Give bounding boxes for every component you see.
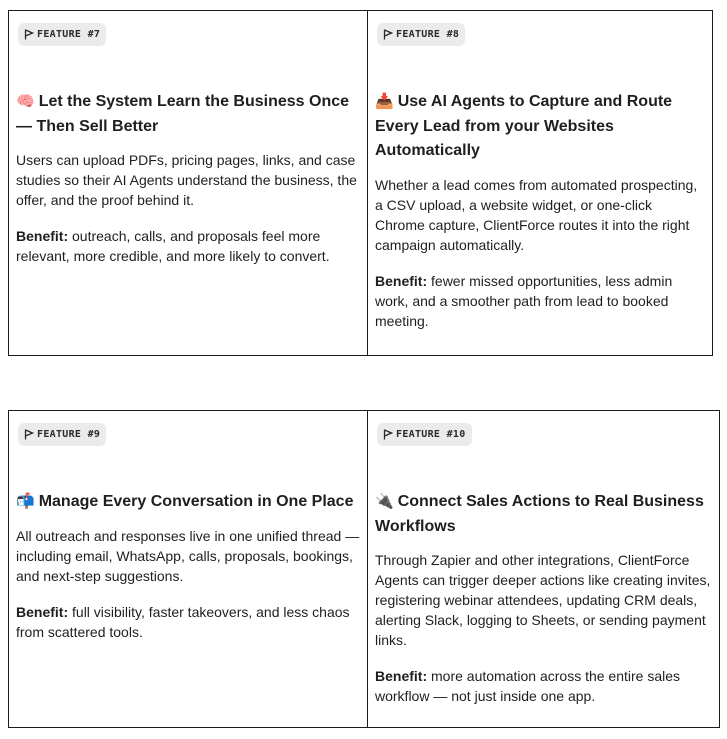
feature-card-10 xyxy=(367,411,719,727)
brain-icon: 🧠 xyxy=(16,93,35,110)
feature-description: Users can upload PDFs, pricing pages, links, and case studies so their AI Agents understand the business, the offer, and the proof behind it. xyxy=(16,152,357,208)
benefit-text: outreach, calls, and proposals feel more relevant, more credible, and more likely to convert. xyxy=(16,228,330,264)
feature-table-top xyxy=(8,10,713,356)
feature-title xyxy=(375,90,705,164)
feature-badge xyxy=(18,23,106,46)
feature-benefit xyxy=(375,271,705,331)
feature-table-bottom xyxy=(8,410,720,728)
mailbox-icon: 📬 xyxy=(16,493,35,510)
feature-badge xyxy=(377,423,472,446)
feature-card-8 xyxy=(367,11,712,355)
feature-badge-label: FEATURE #9 xyxy=(37,429,101,440)
plug-icon: 🔌 xyxy=(375,493,394,510)
feature-card-9 xyxy=(9,411,367,727)
feature-badge-label: FEATURE #8 xyxy=(396,29,460,40)
feature-badge xyxy=(377,23,465,46)
benefit-text: fewer missed opportunities, less admin work, and a smoother path from lead to booked meeting. xyxy=(375,272,673,329)
benefit-label: Benefit: xyxy=(16,603,69,620)
feature-description: Through Zapier and other integrations, ClientForce Agents can trigger deeper actions like creating invites, registering webinar attendees, updating CRM deals, alerting Slack, logging to Sheets, or sending payment links. xyxy=(375,552,711,648)
benefit-label: Benefit: xyxy=(375,272,428,289)
benefit-text: more automation across the entire sales workflow — not just inside one app. xyxy=(375,668,681,704)
inbox-tray-icon: 📥 xyxy=(375,93,394,110)
feature-title xyxy=(16,490,360,515)
benefit-label: Benefit: xyxy=(16,228,69,244)
feature-badge-label: FEATURE #7 xyxy=(37,29,101,40)
feature-title xyxy=(16,90,360,139)
feature-benefit xyxy=(16,226,360,266)
feature-title-text: Connect Sales Actions to Real Business Workflows xyxy=(375,493,704,535)
flag-icon xyxy=(24,429,34,440)
feature-benefit xyxy=(375,666,712,706)
feature-badge-label: FEATURE #10 xyxy=(396,429,466,440)
feature-description: Whether a lead comes from automated prospecting, a CSV upload, a website widget, or one-click Chrome capture, ClientForce routes it into the right campaign automatically. xyxy=(375,176,698,253)
flag-icon xyxy=(24,29,34,40)
feature-title-text: Use AI Agents to Capture and Route Every Lead from your Websites Automatically xyxy=(375,93,673,159)
flag-icon xyxy=(383,429,393,440)
benefit-text: full visibility, faster takeovers, and less chaos from scattered tools. xyxy=(16,603,350,640)
feature-title-text: Manage Every Conversation in One Place xyxy=(38,493,354,510)
benefit-label: Benefit: xyxy=(375,668,428,684)
flag-icon xyxy=(383,29,393,40)
feature-title xyxy=(375,490,712,539)
feature-description: All outreach and responses live in one unified thread — including email, WhatsApp, calls, proposals, bookings, and next-step suggestions. xyxy=(16,527,360,584)
feature-title-text: Let the System Learn the Business Once — Then Sell Better xyxy=(16,93,350,135)
feature-badge xyxy=(18,423,106,446)
feature-benefit xyxy=(16,602,360,642)
feature-card-7 xyxy=(9,11,367,355)
